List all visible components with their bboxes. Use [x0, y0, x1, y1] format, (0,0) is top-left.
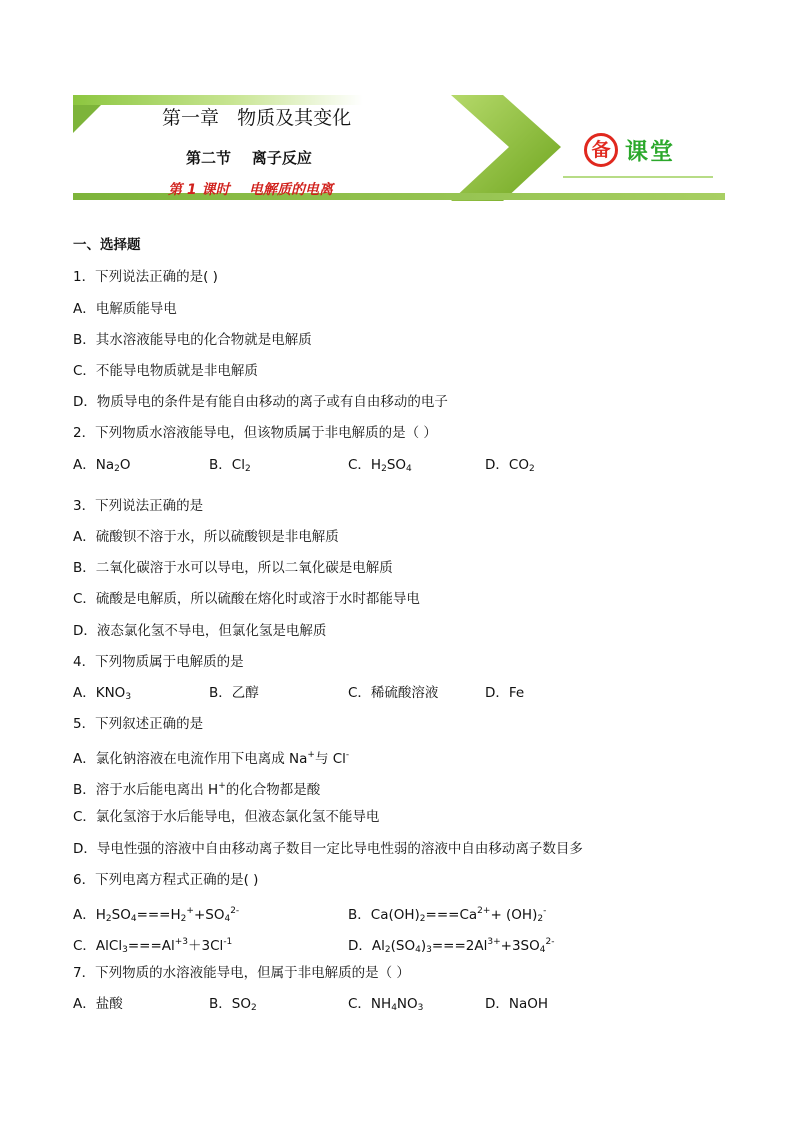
- q2-option-b: B．$Cl_2$: [209, 457, 251, 474]
- q3-option-d: D．液态氯化氢不导电，但氯化氢是电解质: [73, 623, 327, 639]
- q3-option-a: A．硫酸钡不溶于水，所以硫酸钡是非电解质: [73, 529, 339, 545]
- q2-option-d: D．$CO_2$: [485, 457, 535, 474]
- q6-option-b: B．$Ca(OH)_2===Ca^{2+}+ (OH)_2^-$: [348, 906, 547, 924]
- section-heading: 一、选择题: [73, 237, 141, 253]
- q5-option-a: A．氯化钠溶液在电流作用下电离成 Na+与 Cl-: [73, 750, 350, 767]
- q1-option-a: A．电解质能导电: [73, 301, 177, 317]
- q4-option-d: D．Fe: [485, 685, 525, 701]
- q1-option-b: B．其水溶液能导电的化合物就是电解质: [73, 332, 312, 348]
- q2-option-a: A．$Na_2O$: [73, 457, 131, 474]
- question-5-stem: 5．下列叙述正确的是: [73, 716, 204, 732]
- q1-option-d: D．物质导电的条件是有能自由移动的离子或有自由移动的电子: [73, 394, 448, 410]
- question-4-stem: 4．下列物质属于电解质的是: [73, 654, 244, 670]
- logo-badge: 备: [584, 133, 618, 167]
- question-7-stem: 7．下列物质的水溶液能导电，但属于非电解质的是（ ）: [73, 965, 410, 981]
- chapter-title: 第一章 物质及其变化: [162, 107, 352, 129]
- q7-option-a: A．盐酸: [73, 996, 123, 1012]
- q5-option-c: C．氯化氢溶于水后能导电，但液态氯化氢不能导电: [73, 809, 380, 825]
- question-6-stem: 6．下列电离方程式正确的是( ): [73, 872, 259, 888]
- q7-option-c: C．$NH_4NO_3$: [348, 996, 424, 1013]
- chapter-banner: [73, 95, 725, 205]
- section-title: 第二节 离子反应: [186, 149, 312, 167]
- q3-option-c: C．硫酸是电解质，所以硫酸在熔化时或溶于水时都能导电: [73, 591, 420, 607]
- q4-option-a: A．$KNO_3$: [73, 685, 132, 702]
- q6-option-a: A．$H_2SO_4===H_2^++SO_4^{2-}$: [73, 906, 240, 924]
- q5-option-b: B．溶于水后能电离出 H+的化合物都是酸: [73, 781, 321, 798]
- q6-option-d: D．$Al_2(SO_4)_3===2Al^{3+}+3SO_4^{2-}$: [348, 937, 555, 955]
- lesson-title: 第 1 课时 电解质的电离: [168, 182, 333, 198]
- question-1-stem: 1．下列说法正确的是( ): [73, 269, 218, 285]
- q3-option-b: B．二氧化碳溶于水可以导电，所以二氧化碳是电解质: [73, 560, 393, 576]
- question-3-stem: 3．下列说法正确的是: [73, 498, 204, 514]
- q7-option-b: B．$SO_2$: [209, 996, 257, 1013]
- q1-option-c: C．不能导电物质就是非电解质: [73, 363, 258, 379]
- q2-option-c: C．$H_2SO_4$: [348, 457, 412, 474]
- q7-option-d: D．NaOH: [485, 996, 549, 1012]
- q5-option-d: D．导电性强的溶液中自由移动离子数目一定比导电性弱的溶液中自由移动离子数目多: [73, 841, 583, 857]
- question-2-stem: 2．下列物质水溶液能导电，但该物质属于非电解质的是（ ）: [73, 425, 437, 441]
- q4-option-b: B．乙醇: [209, 685, 259, 701]
- q4-option-c: C．稀硫酸溶液: [348, 685, 439, 701]
- q6-option-c: C．$AlCl_3===Al^{+3}+3Cl^{-1}$: [73, 937, 233, 955]
- logo-text: 课堂: [625, 139, 675, 165]
